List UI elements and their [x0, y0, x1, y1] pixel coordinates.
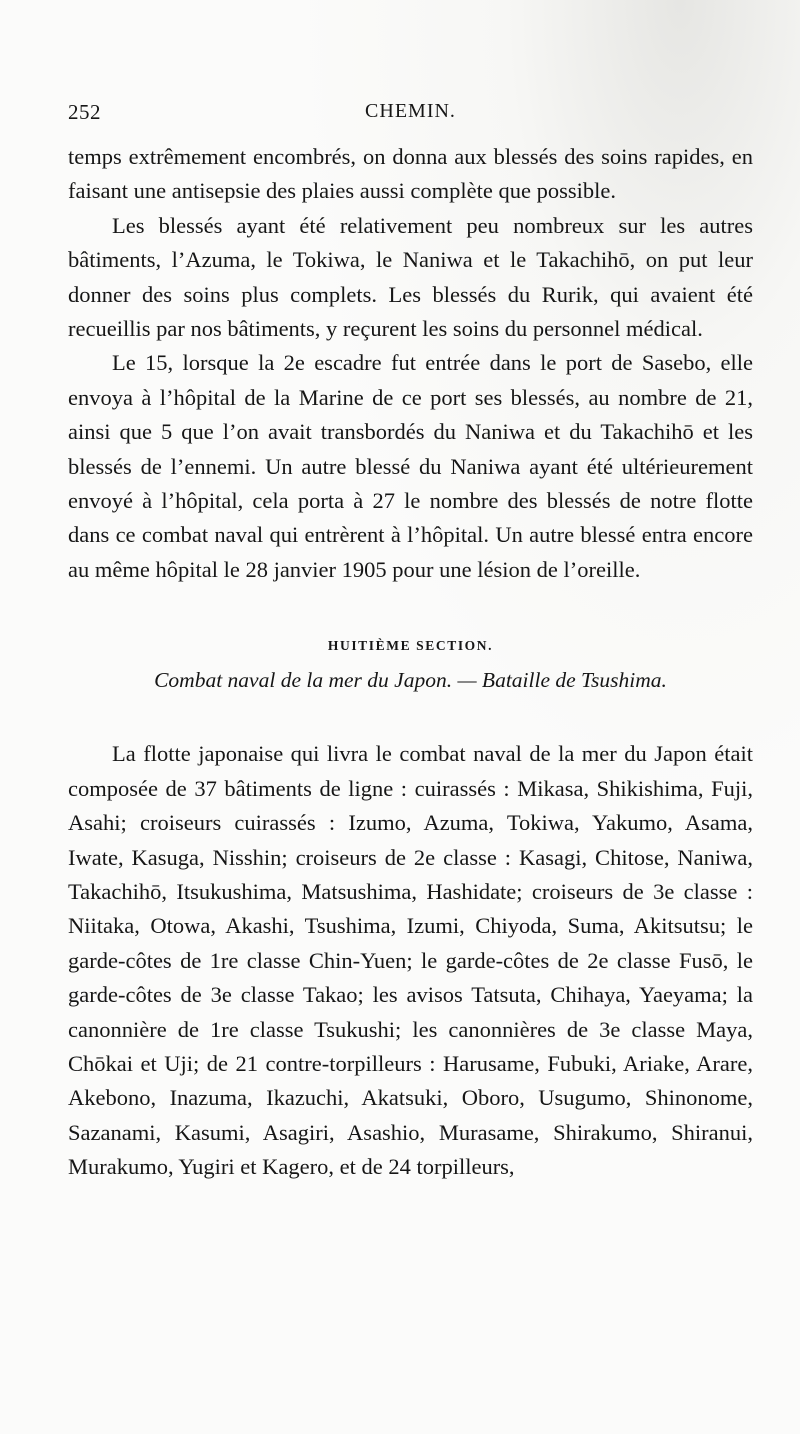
paragraph-3: Le 15, lorsque la 2e escadre fut entrée dans le port de Sasebo, elle envoya à l’hôpital de la Marine de ce port ses blessés, au nombre de 21, ainsi que 5 que l’on avait transbordés du Naniwa et du Takachihō et les blessés de l’ennemi. Un autre blessé du Naniwa ayant été ultérieurement envoyé à l’hôpital, cela porta à 27 le nombre des blessés de notre flotte dans ce combat naval qui entrèrent à l’hôpital. Un autre blessé entra encore au même hôpital le 28 janvier 1905 pour une lésion de l’oreille. [68, 350, 753, 582]
paragraph-2: Les blessés ayant été relativement peu nombreux sur les autres bâtiments, l’Azuma, le Tokiwa, le Naniwa et le Takachihō, on put leur donner des soins plus complets. Les blessés du Rurik, qui avaient été recueillis par nos bâtiments, y reçurent les soins du personnel médical. [68, 212, 753, 342]
page-number: 252 [68, 100, 101, 124]
section-subtitle: Combat naval de la mer du Japon. — Bataille de Tsushima. [154, 668, 667, 693]
body-text [68, 140, 753, 1185]
paragraph-1: temps extrêmement encombrés, on donna aux blessés des soins rapides, en faisant une antisepsie des plaies aussi complète que possible. [68, 144, 753, 204]
running-head: CHEMIN. [365, 100, 456, 122]
section-title: HUITIÈME SECTION. [327, 638, 494, 654]
page-header [68, 100, 753, 136]
paragraph-4: La flotte japonaise qui livra le combat naval de la mer du Japon était composée de 37 bâtiments de ligne : cuirassés : Mikasa, Shikishima, Fuji, Asahi; croiseurs cuirassés : Izumo, Azuma, Tokiwa, Yakumo, Asama, Iwate, Kasuga, Nisshin; croiseurs de 2e classe : Kasagi, Chitose, Naniwa, Takachihō, Itsukushima, Matsushima, Hashidate; croiseurs de 3e classe : Niitaka, Otowa, Akashi, Tsushima, Izumi, Chiyoda, Suma, Akitsutsu; le garde-côtes de 1re classe Chin-Yuen; le garde-côtes de 2e classe Fusō, le garde-côtes de 3e classe Takao; les avisos Tatsuta, Chihaya, Yaeyama; la canonnière de 1re classe Tsukushi; les canonnières de 3e classe Maya, Chōkai et Uji; de 21 contre-torpilleurs : Harusame, Fubuki, Ariake, Arare, Akebono, Inazuma, Ikazuchi, Akatsuki, Oboro, Usugumo, Shinonome, Sazanami, Kasumi, Asagiri, Asashio, Murasame, Shirakumo, Shiranui, Murakumo, Yugiri et Kagero, et de 24 torpilleurs, [68, 741, 753, 1180]
